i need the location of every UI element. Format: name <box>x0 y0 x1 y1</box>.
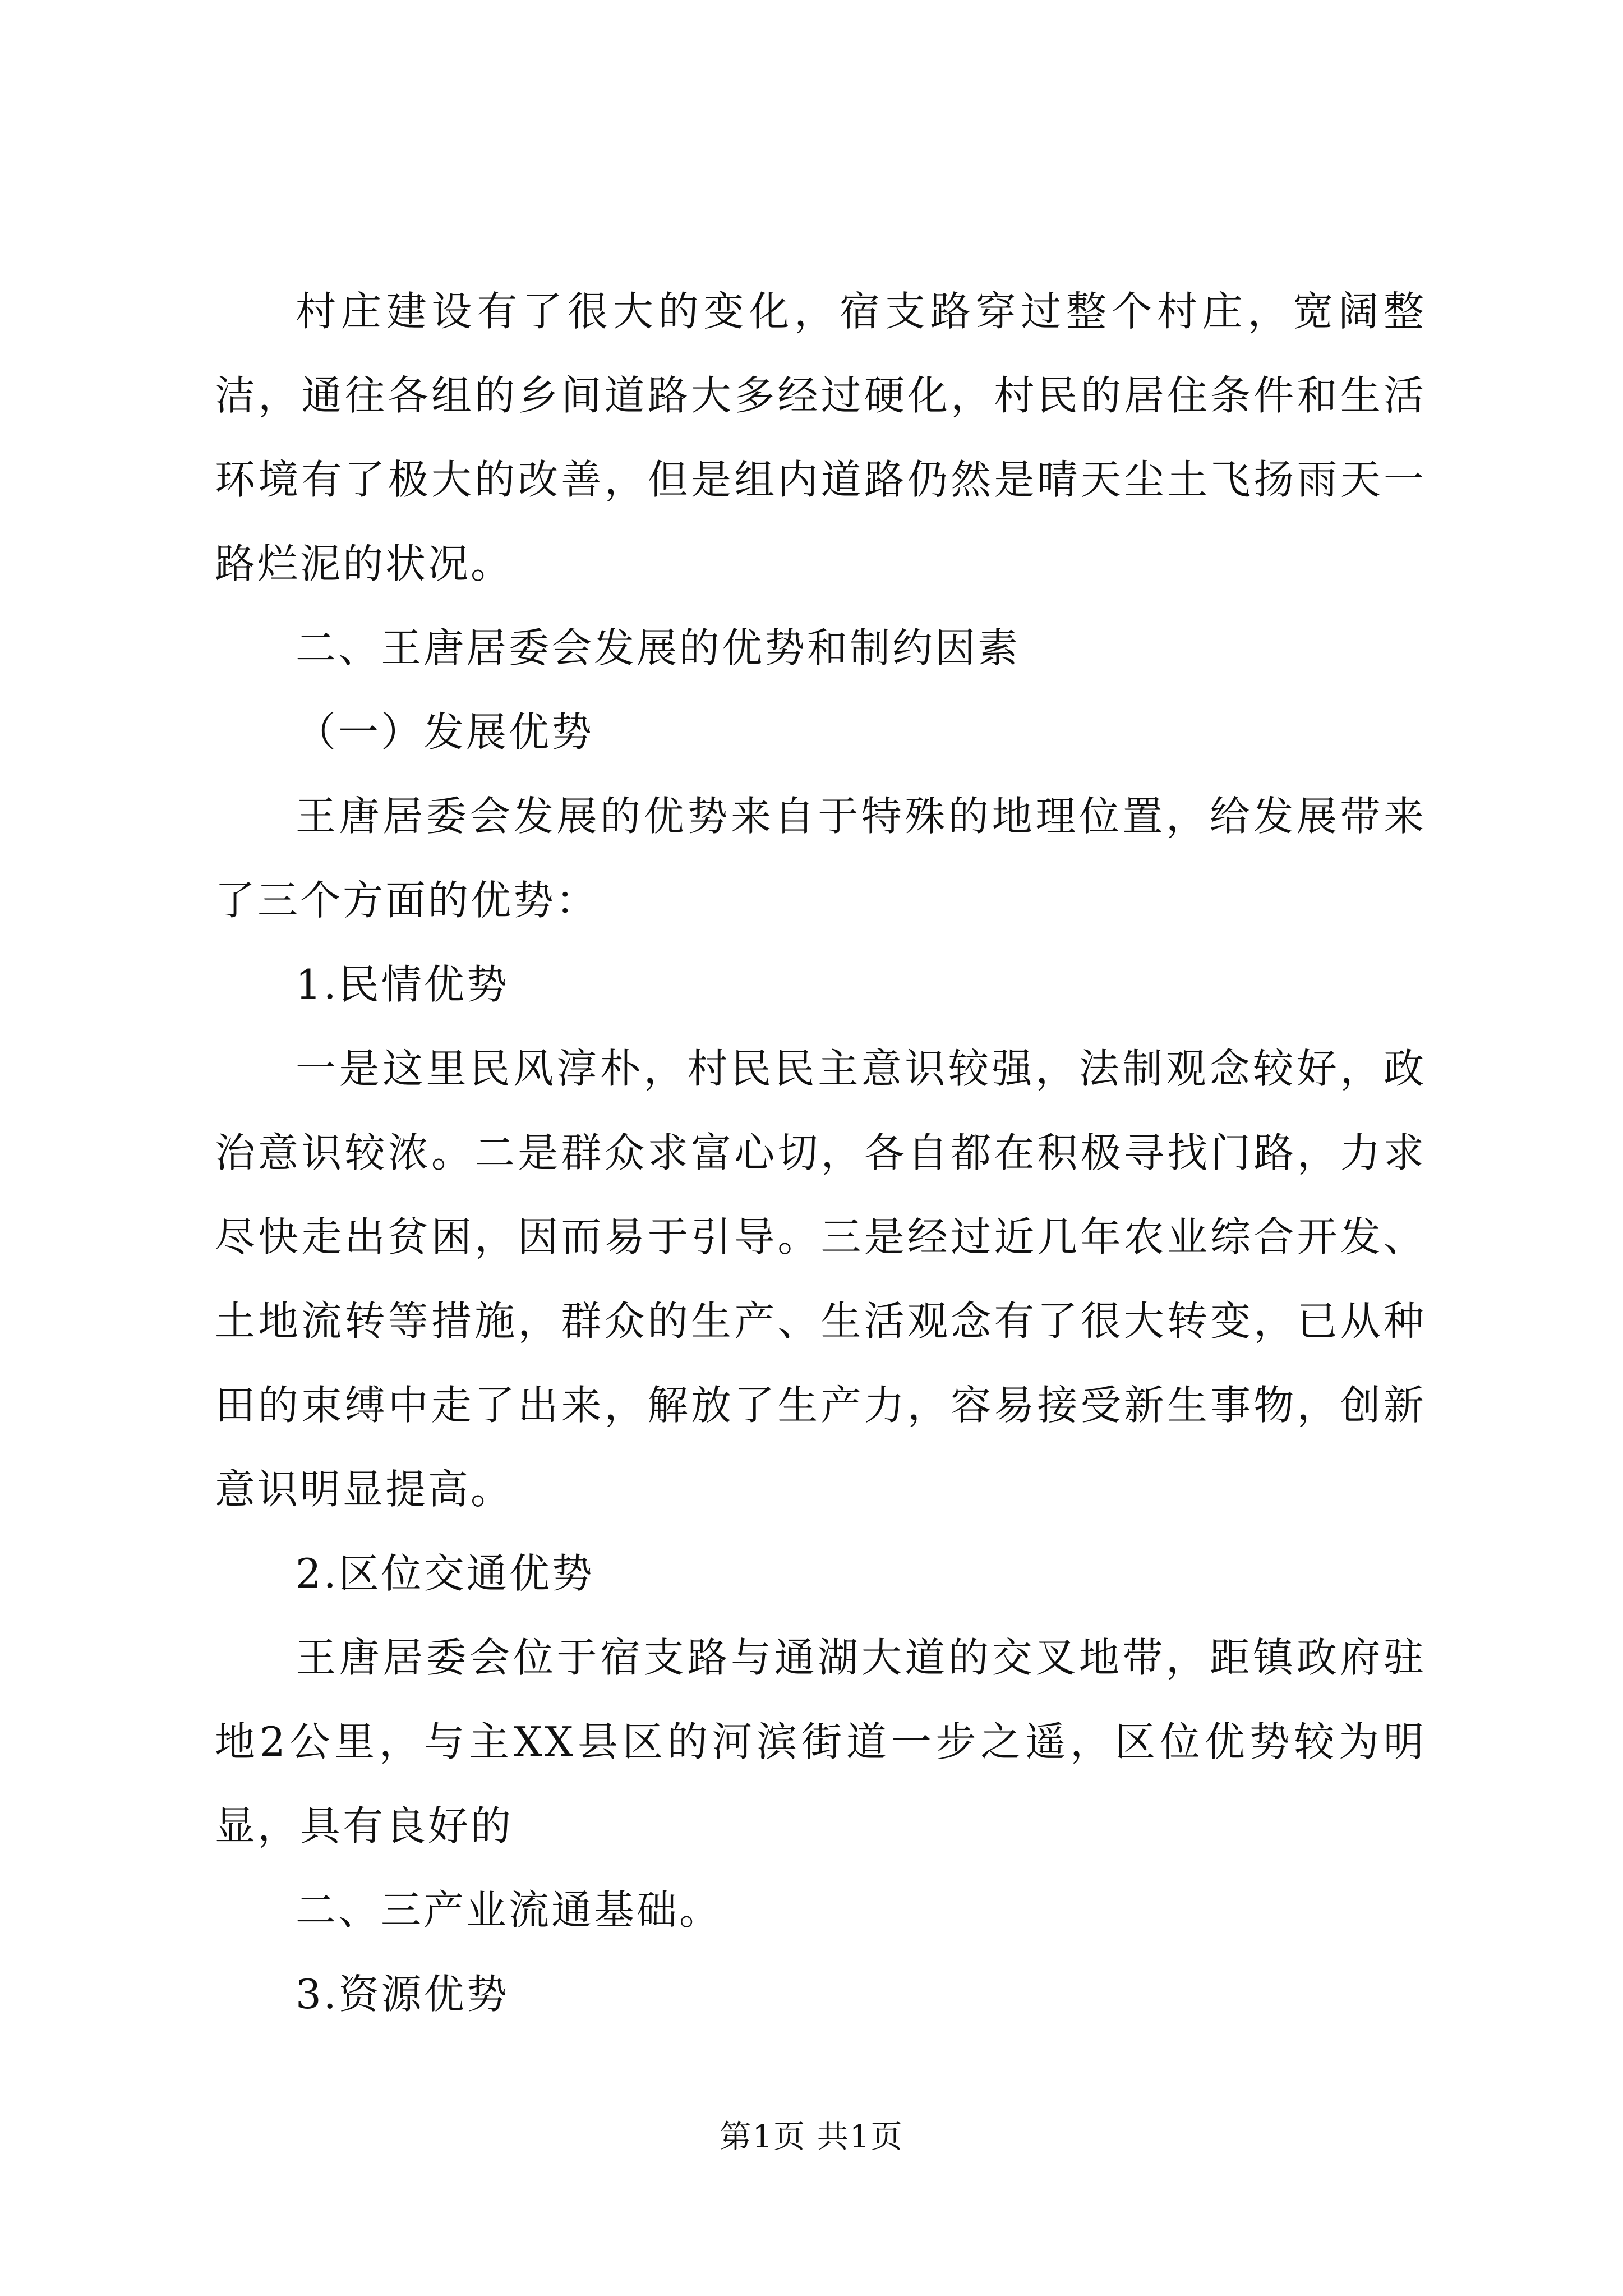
item-heading-location-transport: 2.区位交通优势 <box>296 1550 594 1597</box>
section-heading-advantages-constraints: 二、王唐居委会发展的优势和制约因素 <box>296 624 1021 671</box>
paragraph-industry-basis: 二、三产业流通基础。 <box>296 1887 722 1934</box>
item-heading-public-sentiment: 1.民情优势 <box>296 961 509 1008</box>
paragraph-village-construction: 村庄建设有了很大的变化，宿支路穿过整个村庄，宽阔整洁，通往各组的乡间道路大多经过硬化，村民的居住条件和生活环境有了极大的改善，但是组内道路仍然是晴天尘土飞扬雨天一路烂泥的状况。 <box>215 288 1426 587</box>
document-body <box>215 269 1426 2036</box>
paragraph-public-sentiment: 一是这里民风淳朴，村民民主意识较强，法制观念较好，政治意识较浓。二是群众求富心切，各自都在积极寻找门路，力求尽快走出贫困，因而易于引导。三是经过近几年农业综合开发、土地流转等措施，群众的生产、生活观念有了很大转变，已从种田的束缚中走了出来，解放了生产力，容易接受新生事物，创新意识明显提高。 <box>215 1045 1426 1513</box>
subsection-heading-development-advantages: （一）发展优势 <box>296 708 594 756</box>
page-footer: 第1页 共1页 <box>720 2119 903 2155</box>
paragraph-advantages-intro: 王唐居委会发展的优势来自于特殊的地理位置，给发展带来了三个方面的优势： <box>215 793 1426 924</box>
item-heading-resources: 3.资源优势 <box>296 1971 509 2018</box>
paragraph-location-transport: 王唐居委会位于宿支路与通湖大道的交叉地带，距镇政府驻地2公里，与主XX县区的河滨街道一步之遥，区位优势较为明显，具有良好的 <box>215 1634 1426 1849</box>
